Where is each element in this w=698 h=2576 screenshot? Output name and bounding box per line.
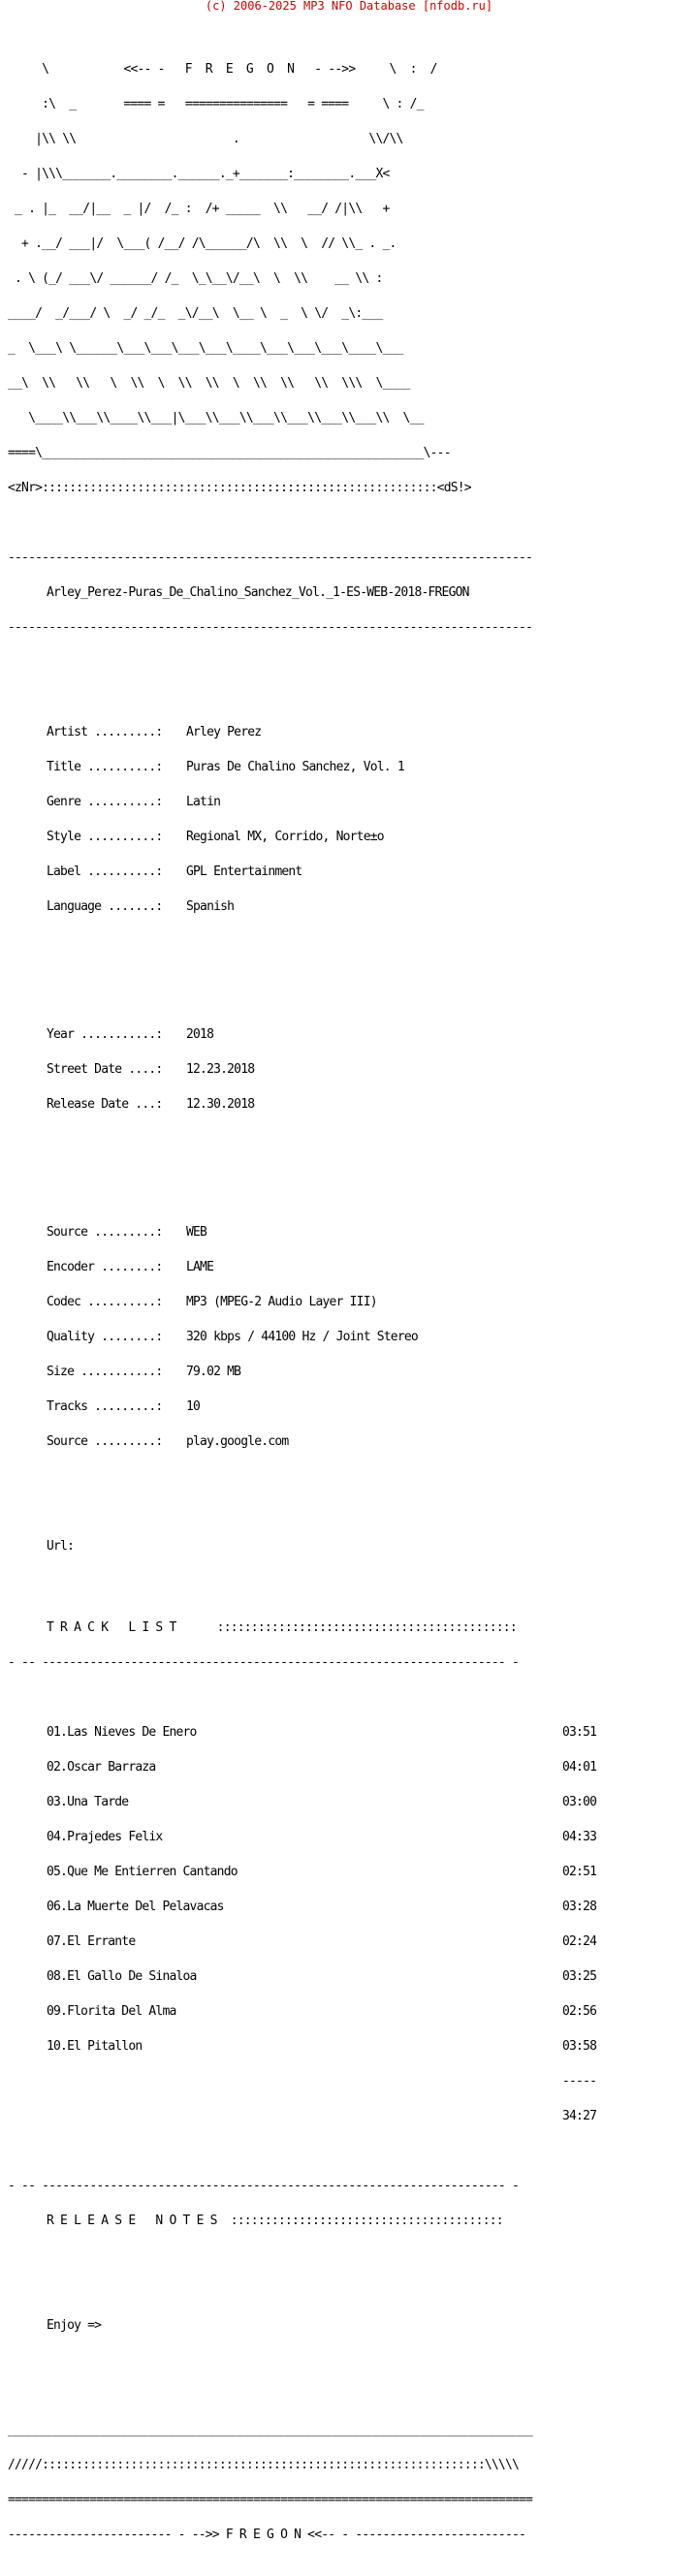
track-duration: 03:28 xyxy=(562,1900,597,1914)
track-duration: 04:33 xyxy=(562,1830,597,1844)
track-title: 06.La Muerte Del Pelavacas xyxy=(47,1900,224,1914)
track-row xyxy=(8,1797,605,1808)
info-group-release xyxy=(8,704,605,936)
track-title: 05.Que Me Entierren Cantando xyxy=(47,1865,238,1879)
track-row xyxy=(8,1867,605,1878)
tracklist-header: T R A C K L I S T :::::::::::::::::::::::::::::::::::::::::::: xyxy=(47,1620,517,1635)
footer-signature: ------------------------ - -->> F R E G O N <<-- - ------------------------- xyxy=(8,2528,526,2542)
track-title: 03.Una Tarde xyxy=(47,1795,129,1809)
track-row xyxy=(8,1762,605,1774)
track-duration: 02:51 xyxy=(562,1865,597,1879)
logo-separator: <zNr>::::::::::::::::::::::::::::::::::::::::::::::::::::::::::<dS!> xyxy=(8,481,471,495)
logo-line: ====\________________________________________________________\--- xyxy=(8,446,451,460)
nfo-document xyxy=(8,17,605,2576)
info-row-quality: Quality ........: 320 kbps / 44100 Hz / Joint Stereo xyxy=(47,1330,418,1344)
logo-line: __\ \\ \\ \ \\ \ \\ \\ \ \\ \\ \\ \\\ \____ xyxy=(8,376,410,391)
url-label: Url: xyxy=(47,1539,75,1554)
info-row-language: Language .......: Spanish xyxy=(47,899,235,914)
track-title: 02.Oscar Barraza xyxy=(47,1760,156,1775)
track-title: 08.El Gallo De Sinaloa xyxy=(47,1969,197,1984)
info-row-size: Size ...........: 79.02 MB xyxy=(47,1365,241,1379)
info-row-year: Year ...........: 2018 xyxy=(47,1027,214,1042)
track-title: 01.Las Nieves De Enero xyxy=(47,1725,197,1740)
site-credit: (c) 2006-2025 MP3 NFO Database [nfodb.ru] xyxy=(205,0,493,13)
track-row xyxy=(8,1832,605,1843)
track-title: 10.El Pitallon xyxy=(47,2039,143,2054)
logo-line: |\\ \\ . \\/\\ xyxy=(8,132,403,146)
logo-line: _ \___\ \______\___\___\___\___\____\___\___\___\____\___ xyxy=(8,341,403,356)
total-rule-row xyxy=(8,2076,605,2088)
footer-line: _____________________________________________________________________________ xyxy=(8,2423,533,2437)
info-row-style: Style ..........: Regional MX, Corrido, Norte±o xyxy=(47,830,384,844)
total-rule: ----- xyxy=(562,2074,597,2089)
track-duration: 03:58 xyxy=(562,2039,597,2054)
logo-line: + .__/ ___|/ \___( /__/ /\______/\ \\ \ // \\_ . _. xyxy=(8,236,397,251)
logo-line: \____\\___\\____\\___|\___\\___\\___\\___\\___\\___\\ \__ xyxy=(8,411,424,425)
info-row-codec: Codec ..........: MP3 (MPEG-2 Audio Layer III) xyxy=(47,1295,377,1309)
total-time: 34:27 xyxy=(562,2109,597,2123)
total-time-row xyxy=(8,2111,605,2122)
release-notes-text: Enjoy => xyxy=(47,2318,102,2333)
track-title: 04.Prajedes Felix xyxy=(47,1830,163,1844)
logo-line: - |\\\_______.________.______._+_______:________.___X< xyxy=(8,167,403,181)
track-row xyxy=(8,2041,605,2053)
info-row-artist: Artist .........: Arley Perez xyxy=(47,725,262,739)
track-duration: 03:00 xyxy=(562,1795,597,1809)
info-group-dates xyxy=(8,1006,605,1134)
info-row-encoder: Encoder ........: LAME xyxy=(47,1260,214,1274)
info-group-technical xyxy=(8,1204,605,1471)
logo-line: . \ (_/ ___\/ ______/ /_ \_\__\/__\ \ \\ __ \\ : xyxy=(8,271,383,286)
ascii-logo xyxy=(8,41,605,518)
dash-rule: - -- -------------------------------------------------------------------- - xyxy=(8,1655,520,1670)
info-row-street-date: Street Date ....: 12.23.2018 xyxy=(47,1062,255,1077)
info-row-source-site: Source .........: play.google.com xyxy=(47,1434,289,1449)
track-row xyxy=(8,1727,605,1739)
info-row-tracks: Tracks .........: 10 xyxy=(47,1399,201,1414)
logo-line: :\ _ ==== = =============== = ==== \ : /_ xyxy=(8,97,424,111)
info-row-title: Title ..........: Puras De Chalino Sanchez, Vol. 1 xyxy=(47,760,404,774)
track-title: 07.El Errante xyxy=(47,1934,136,1949)
dash-rule: - -- -------------------------------------------------------------------- - xyxy=(8,2179,520,2193)
track-list xyxy=(8,1704,605,2146)
release-notes-header: R E L E A S E N O T E S :::::::::::::::::::::::::::::::::::::::: xyxy=(47,2214,503,2228)
footer-art xyxy=(8,2402,605,2564)
info-row-release-date: Release Date ...: 12.30.2018 xyxy=(47,1097,255,1112)
info-row-label: Label ..........: GPL Entertainment xyxy=(47,864,302,879)
info-row-genre: Genre ..........: Latin xyxy=(47,795,221,809)
footer-line: ============================================================================= xyxy=(8,2493,533,2507)
track-duration: 04:01 xyxy=(562,1760,597,1775)
track-duration: 02:56 xyxy=(562,2004,597,2019)
info-row-source: Source .........: WEB xyxy=(47,1225,207,1240)
track-title: 09.Florita Del Alma xyxy=(47,2004,176,2019)
release-name: Arley_Perez-Puras_De_Chalino_Sanchez_Vol._1-ES-WEB-2018-FREGON xyxy=(47,585,469,600)
track-row xyxy=(8,2006,605,2018)
rule-line: ----------------------------------------------------------------------------- xyxy=(8,550,533,565)
track-duration: 03:51 xyxy=(562,1725,597,1740)
rule-line: ----------------------------------------------------------------------------- xyxy=(8,620,533,635)
logo-line: ____/ _/___/ \ _/ _/_ _\/__\ \__ \ _ \ \/ _\:___ xyxy=(8,306,383,321)
track-duration: 02:24 xyxy=(562,1934,597,1949)
logo-line: \ <<-- - F R E G O N - -->> \ : / xyxy=(8,62,437,77)
logo-line: _ . |_ __/|__ _ |/ /_ : /+ _____ \\ __/ /|\\ + xyxy=(8,202,390,216)
track-row xyxy=(8,1936,605,1948)
footer-line: /////:::::::::::::::::::::::::::::::::::::::::::::::::::::::::::::::::\\\\\ xyxy=(8,2458,520,2472)
track-duration: 03:25 xyxy=(562,1969,597,1984)
track-row xyxy=(8,1971,605,1983)
track-row xyxy=(8,1901,605,1913)
